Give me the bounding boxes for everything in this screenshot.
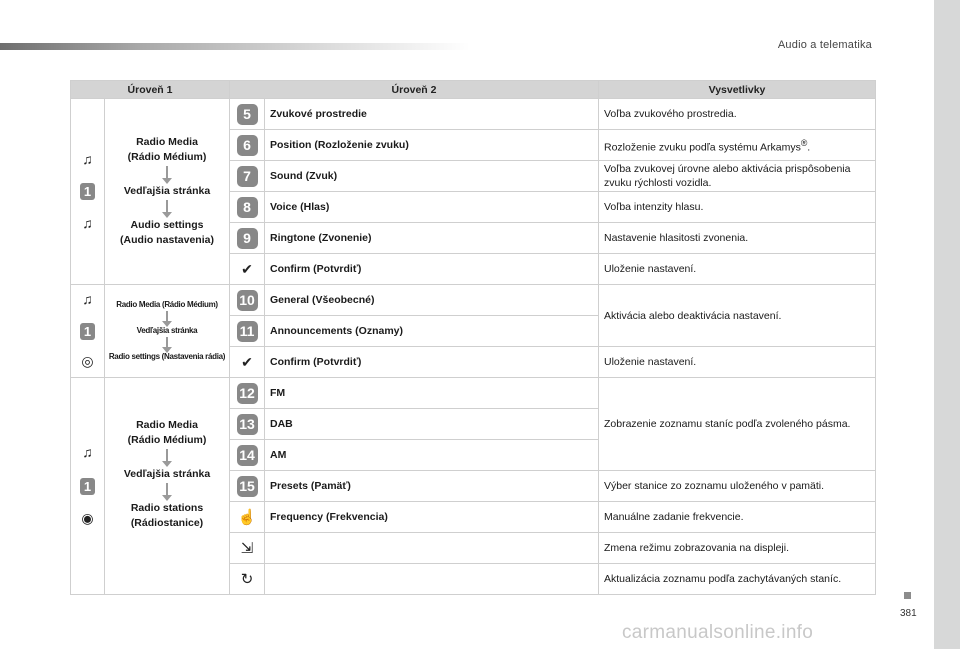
page-header-title: Audio a telematika bbox=[777, 39, 872, 51]
level1-label: Vedľajšia stránka bbox=[123, 468, 211, 480]
description: Nastavenie hlasitosti zvonenia. bbox=[599, 223, 876, 254]
settings-table bbox=[70, 80, 876, 595]
level2-label: Presets (Pamäť) bbox=[265, 471, 599, 502]
level1-label: Radio stations bbox=[130, 502, 204, 514]
step-badge: 1 bbox=[80, 323, 95, 340]
description: Manuálne zadanie frekvencie. bbox=[599, 502, 876, 533]
column-header: Úroveň 2 bbox=[230, 81, 599, 99]
icon-column bbox=[71, 285, 105, 378]
level2-label bbox=[265, 533, 599, 564]
level2-label: General (Všeobecné) bbox=[265, 285, 599, 316]
step-badge: 1 bbox=[80, 183, 95, 200]
refresh-icon: ↻ bbox=[240, 571, 254, 588]
level2-label: Zvukové prostredie bbox=[265, 99, 599, 130]
number-badge: 11 bbox=[237, 321, 258, 342]
arrow-down-icon bbox=[166, 449, 168, 461]
level2-label: FM bbox=[265, 378, 599, 409]
arrow-down-icon bbox=[166, 200, 168, 212]
level1-label: Vedľajšia stránka bbox=[136, 326, 198, 335]
arrow-down-icon bbox=[166, 483, 168, 495]
number-badge: 13 bbox=[237, 414, 258, 435]
level1-label: (Rádio Médium) bbox=[127, 151, 207, 163]
radio-settings-icon: ◎ bbox=[81, 353, 94, 369]
level1-label: Audio settings bbox=[130, 219, 204, 231]
table-row bbox=[71, 285, 876, 316]
description: Uloženie nastavení. bbox=[599, 254, 876, 285]
music-note-icon: ♫ bbox=[82, 444, 93, 460]
level1-label: Radio settings (Nastavenia rádia) bbox=[108, 352, 226, 361]
header-gradient-rule bbox=[0, 43, 470, 50]
description: Aktualizácia zoznamu podľa zachytávaných staníc. bbox=[599, 564, 876, 595]
radio-icon: ◉ bbox=[81, 510, 94, 526]
table-row bbox=[71, 99, 876, 130]
checkmark-icon: ✔ bbox=[241, 353, 253, 370]
level1-label: (Rádio Médium) bbox=[127, 434, 207, 446]
step-badge: 1 bbox=[80, 478, 95, 495]
level2-label: Sound (Zvuk) bbox=[265, 161, 599, 192]
page-marker bbox=[904, 592, 911, 599]
number-badge: 5 bbox=[237, 104, 258, 125]
number-badge: 9 bbox=[237, 228, 258, 249]
level2-label: DAB bbox=[265, 409, 599, 440]
level1-label: Radio Media (Rádio Médium) bbox=[116, 300, 218, 309]
table-header-row bbox=[71, 81, 876, 99]
arrow-down-icon bbox=[166, 311, 168, 321]
checkmark-icon: ✔ bbox=[241, 260, 253, 277]
number-badge: 7 bbox=[237, 166, 258, 187]
icon-column bbox=[71, 99, 105, 285]
display-mode-icon: ⇲ bbox=[240, 540, 254, 557]
arrow-down-icon bbox=[166, 166, 168, 178]
number-badge: 12 bbox=[237, 383, 258, 404]
level2-label: Announcements (Oznamy) bbox=[265, 316, 599, 347]
page-number: 381 bbox=[900, 608, 917, 619]
audio-settings-icon: ♫ bbox=[82, 215, 93, 231]
level2-label: Position (Rozloženie zvuku) bbox=[265, 130, 599, 161]
column-header: Úroveň 1 bbox=[71, 81, 230, 99]
description: Uloženie nastavení. bbox=[599, 347, 876, 378]
description: Rozloženie zvuku podľa systému Arkamys®. bbox=[599, 130, 876, 161]
level1-label: (Audio nastavenia) bbox=[120, 234, 214, 246]
level1-label: Radio Media bbox=[136, 136, 198, 148]
number-badge: 15 bbox=[237, 476, 258, 497]
level2-label: Ringtone (Zvonenie) bbox=[265, 223, 599, 254]
level1-label: Vedľajšia stránka bbox=[123, 185, 211, 197]
level1-label: Radio Media bbox=[136, 419, 198, 431]
side-band bbox=[934, 0, 960, 649]
level2-label bbox=[265, 564, 599, 595]
description: Aktivácia alebo deaktivácia nastavení. bbox=[599, 285, 876, 347]
music-note-icon: ♫ bbox=[82, 151, 93, 167]
level2-label: Frequency (Frekvencia) bbox=[265, 502, 599, 533]
level2-label: AM bbox=[265, 440, 599, 471]
music-note-icon: ♫ bbox=[82, 291, 93, 307]
description: Zmena režimu zobrazovania na displeji. bbox=[599, 533, 876, 564]
icon-column bbox=[71, 378, 105, 595]
description: Voľba zvukovej úrovne alebo aktivácia prispôsobenia zvuku rýchlosti vozidla. bbox=[599, 161, 876, 192]
number-badge: 8 bbox=[237, 197, 258, 218]
level1-cell bbox=[105, 285, 230, 378]
hand-touch-icon: ☝ bbox=[237, 509, 257, 526]
watermark: carmanualsonline.info bbox=[622, 622, 814, 643]
description: Voľba intenzity hlasu. bbox=[599, 192, 876, 223]
level1-cell bbox=[105, 99, 230, 285]
level2-label: Confirm (Potvrdiť) bbox=[265, 254, 599, 285]
level2-label: Confirm (Potvrdiť) bbox=[265, 347, 599, 378]
table-row bbox=[71, 378, 876, 409]
level1-label: (Rádiostanice) bbox=[130, 517, 204, 529]
description: Výber stanice zo zoznamu uloženého v pamäti. bbox=[599, 471, 876, 502]
arrow-down-icon bbox=[166, 337, 168, 347]
level1-cell bbox=[105, 378, 230, 595]
description: Voľba zvukového prostredia. bbox=[599, 99, 876, 130]
number-badge: 14 bbox=[237, 445, 258, 466]
column-header: Vysvetlivky bbox=[599, 81, 876, 99]
description: Zobrazenie zoznamu staníc podľa zvoleného pásma. bbox=[599, 378, 876, 471]
level2-label: Voice (Hlas) bbox=[265, 192, 599, 223]
number-badge: 10 bbox=[237, 290, 258, 311]
number-badge: 6 bbox=[237, 135, 258, 156]
